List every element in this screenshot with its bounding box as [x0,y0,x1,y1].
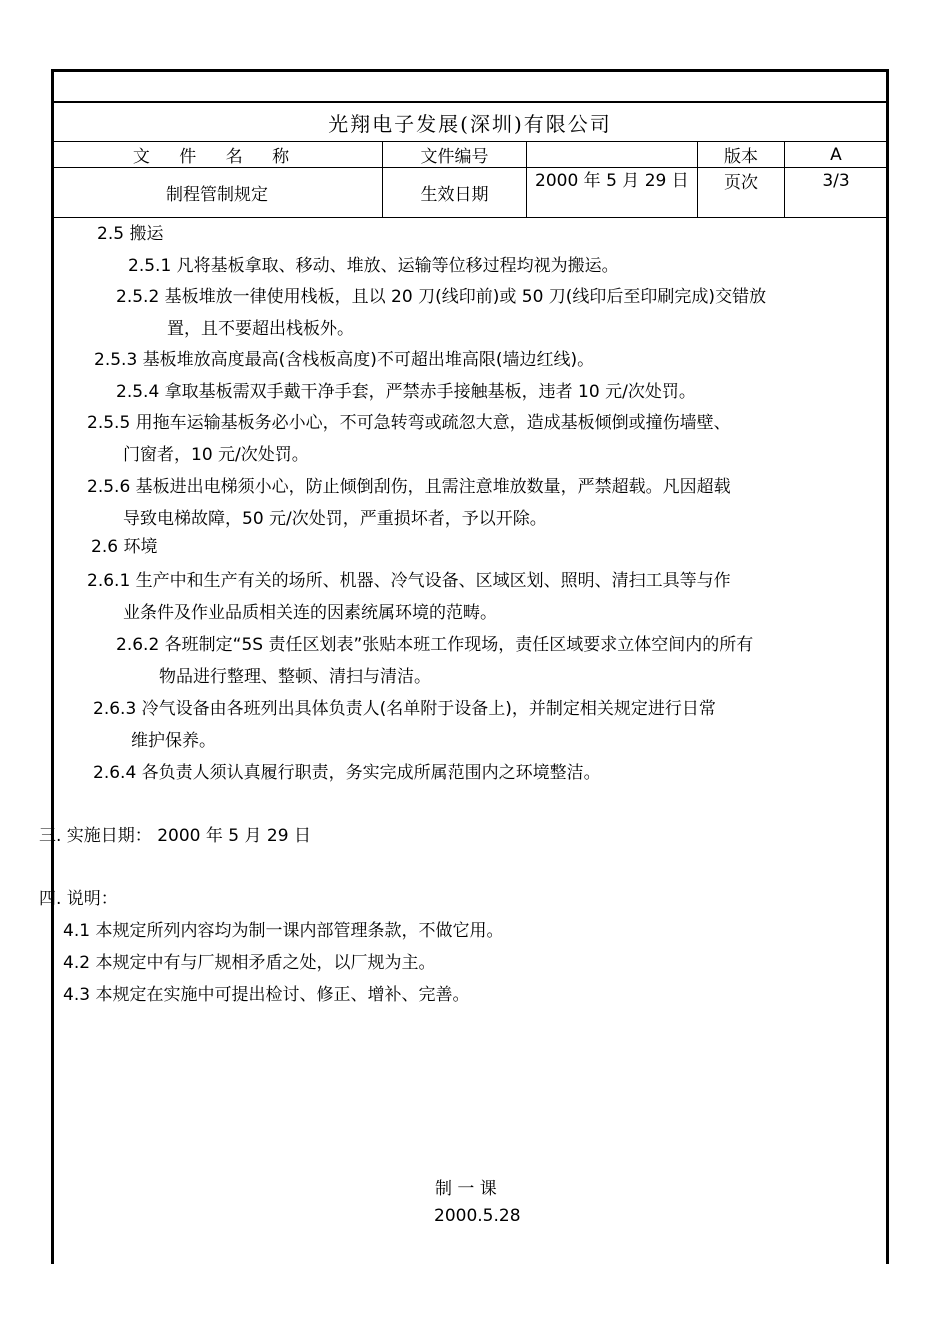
clause-2-6-2-line-2: 物品进行整理、整顿、清扫与清洁。 [159,667,431,687]
clause-2-5-6-line-1: 2.5.6 基板进出电梯须小心，防止倾倒刮伤，且需注意堆放数量，严禁超载。凡因超载 [87,477,731,497]
frame-right-border [886,69,889,1264]
effective-date-value: 2000 年 5 月 29 日 [535,171,689,191]
clause-2-6-3-line-1: 2.6.3 冷气设备由各班列出具体负责人(名单附于设备上)，并制定相关规定进行日常 [93,699,716,719]
effective-date-label: 生效日期 [420,185,489,205]
clause-2-6-3-line-2: 维护保养。 [131,731,216,751]
page-label: 页次 [724,173,758,193]
version-label: 版本 [724,147,758,167]
note-4-2: 4.2 本规定中有与厂规相矛盾之处，以厂规为主。 [63,953,436,973]
section-3-effective-date: 三. 实施日期： 2000 年 5 月 29 日 [39,826,311,846]
section-4-heading: 四. 说明： [39,889,118,909]
file-number-label: 文件编号 [420,147,489,167]
clause-2-5-3: 2.5.3 基板堆放高度最高(含栈板高度)不可超出堆高限(墙边红线)。 [94,350,595,370]
note-4-3: 4.3 本规定在实施中可提出检讨、修正、增补、完善。 [63,985,470,1005]
company-name: 光翔电子发展(深圳)有限公司 [328,111,612,136]
file-number-value [527,142,697,167]
clause-2-5-6-line-2: 导致电梯故障，50 元/次处罚，严重损坏者，予以开除。 [123,509,547,529]
clause-2-6-4: 2.6.4 各负责人须认真履行职责，务实完成所属范围内之环境整洁。 [93,763,601,783]
page-value: 3/3 [822,170,850,191]
note-4-1: 4.1 本规定所列内容均为制一课内部管理条款，不做它用。 [63,921,504,941]
clause-2-5-5-line-2: 门窗者，10 元/次处罚。 [123,445,309,465]
clause-2-5-4: 2.5.4 拿取基板需双手戴干净手套，严禁赤手接触基板，违者 10 元/次处罚。 [116,382,696,402]
version-value: A [830,144,842,165]
clause-2-5-2-line-2: 置，且不要超出栈板外。 [167,319,354,339]
frame-left-border [51,69,54,1264]
frame-top-border [52,69,889,72]
file-name-label: 文 件 名 称 [132,147,302,167]
clause-2-5-2-line-1: 2.5.2 基板堆放一律使用栈板，且以 20 刀(线印前)或 50 刀(线印后至印刷完成)交错放 [116,287,767,307]
clause-2-6-1-line-1: 2.6.1 生产中和生产有关的场所、机器、冷气设备、区域区划、照明、清扫工具等与作 [87,571,731,591]
footer-department: 制 一 课 [435,1179,497,1199]
clause-2-6-2-line-1: 2.6.2 各班制定“5S 责任区划表”张贴本班工作现场，责任区域要求立体空间内的所有 [116,635,754,655]
footer-date: 2000.5.28 [434,1206,521,1226]
section-2-6-heading: 2.6 环境 [91,537,158,557]
section-2-5-heading: 2.5 搬运 [97,224,164,244]
header-divider-4 [52,217,888,218]
clause-2-5-5-line-1: 2.5.5 用拖车运输基板务必小心，不可急转弯或疏忽大意，造成基板倾倒或撞伤墙壁、 [87,413,731,433]
clause-2-5-1: 2.5.1 凡将基板拿取、移动、堆放、运输等位移过程均视为搬运。 [128,256,619,276]
clause-2-6-1-line-2: 业条件及作业品质相关连的因素统属环境的范畴。 [123,603,497,623]
document-title: 制程管制规定 [166,185,268,205]
